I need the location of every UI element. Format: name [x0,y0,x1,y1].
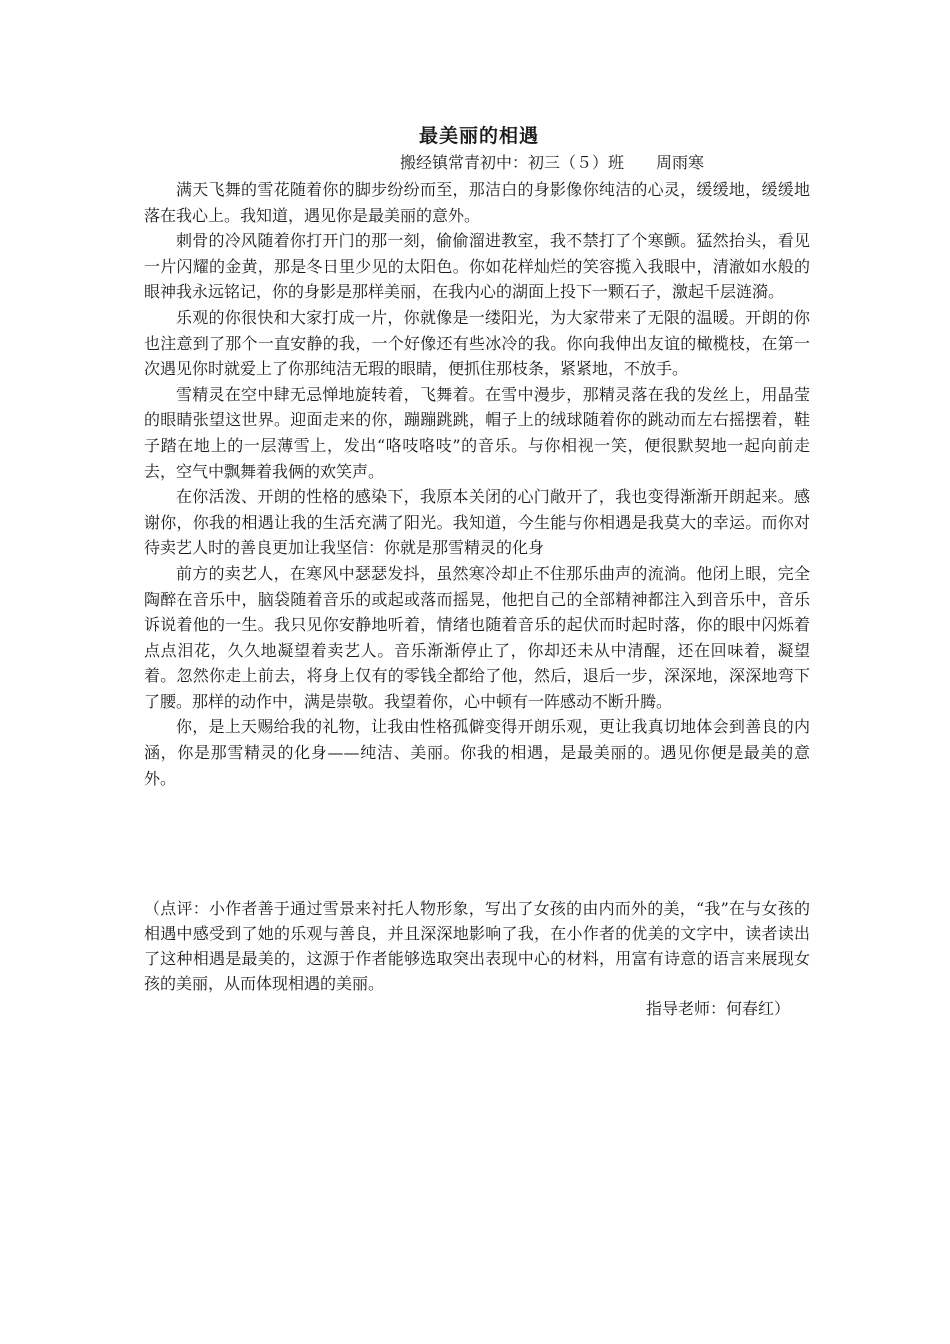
author-byline: 搬经镇常青初中：初三（５）班 周雨寒 [400,153,705,172]
essay-body [144,177,810,791]
comment-signoff: 指导老师：何春红） [645,999,790,1018]
essay-paragraph: 在你活泼、开朗的性格的感染下，我原本关闭的心门敞开了，我也变得渐渐开朗起来。感谢你，你我的相遇让我的生活充满了阳光。我知道，今生能与你相遇是我莫大的幸运。而你对待卖艺人时的善良更加让我坚信：你就是那雪精灵的化身 [144,487,810,558]
essay-paragraph: 你，是上天赐给我的礼物，让我由性格孤僻变得开朗乐观，更让我真切地体会到善良的内涵，你是那雪精灵的化身——纯洁、美丽。你我的相遇，是最美丽的。遇见你便是最美的意外。 [144,717,810,788]
essay-title: 最美丽的相遇 [418,125,539,147]
essay-paragraph: 雪精灵在空中肆无忌惮地旋转着，飞舞着。在雪中漫步，那精灵落在我的发丝上，用晶莹的眼睛张望这世界。迎面走来的你，蹦蹦跳跳，帽子上的绒球随着你的跳动而左右摇摆着，鞋子踏在地上的一层薄雪上，发出“咯吱咯吱”的音乐。与你相视一笑，便很默契地一起向前走去，空气中飘舞着我俩的欢笑声。 [144,384,810,481]
comment-text: （点评：小作者善于通过雪景来衬托人物形象，写出了女孩的由内而外的美，“我”在与女孩的相遇中感受到了她的乐观与善良，并且深深地影响了我，在小作者的优美的文字中，读者读出了这种相遇是最美的，这源于作者能够选取突出表现中心的材料，用富有诗意的语言来展现女孩的美丽，从而体现相遇的美丽。 [144,899,810,993]
essay-paragraph: 刺骨的冷风随着你打开门的那一刻，偷偷溜进教室，我不禁打了个寒颤。猛然抬头，看见一片闪耀的金黄，那是冬日里少见的太阳色。你如花样灿烂的笑容揽入我眼中，清澈如水般的眼神我永远铭记，你的身影是那样美丽，在我内心的湖面上投下一颗石子，激起千层涟漪。 [144,231,810,302]
teacher-comment [144,896,810,1021]
essay-paragraph: 满天飞舞的雪花随着你的脚步纷纷而至，那洁白的身影像你纯洁的心灵，缓缓地，缓缓地落在我心上。我知道，遇见你是最美丽的意外。 [144,180,810,225]
essay-paragraph: 乐观的你很快和大家打成一片，你就像是一缕阳光，为大家带来了无限的温暖。开朗的你也注意到了那个一直安静的我，一个好像还有些冰冷的我。你向我伸出友谊的橄榄枝，在第一次遇见你时就爱上了你那纯洁无瑕的眼睛，便抓住那枝条，紧紧地，不放手。 [144,307,810,379]
essay-paragraph: 前方的卖艺人，在寒风中瑟瑟发抖，虽然寒冷却止不住那乐曲声的流淌。他闭上眼，完全陶醉在音乐中，脑袋随着音乐的或起或落而摇晃，他把自己的全部精神都注入到音乐中，音乐诉说着他的一生。我只见你安静地听着，情绪也随着音乐的起伏而时起时落，你的眼中闪烁着点点泪花，久久地凝望着卖艺人。音乐渐渐停止了，你却还未从中清醒，还在回味着，凝望着。忽然你走上前去，将身上仅有的零钱全都给了他，然后，退后一步，深深地，深深地弯下了腰。那样的动作中，满是崇敬。我望着你，心中顿有一阵感动不断升腾。 [144,563,810,711]
